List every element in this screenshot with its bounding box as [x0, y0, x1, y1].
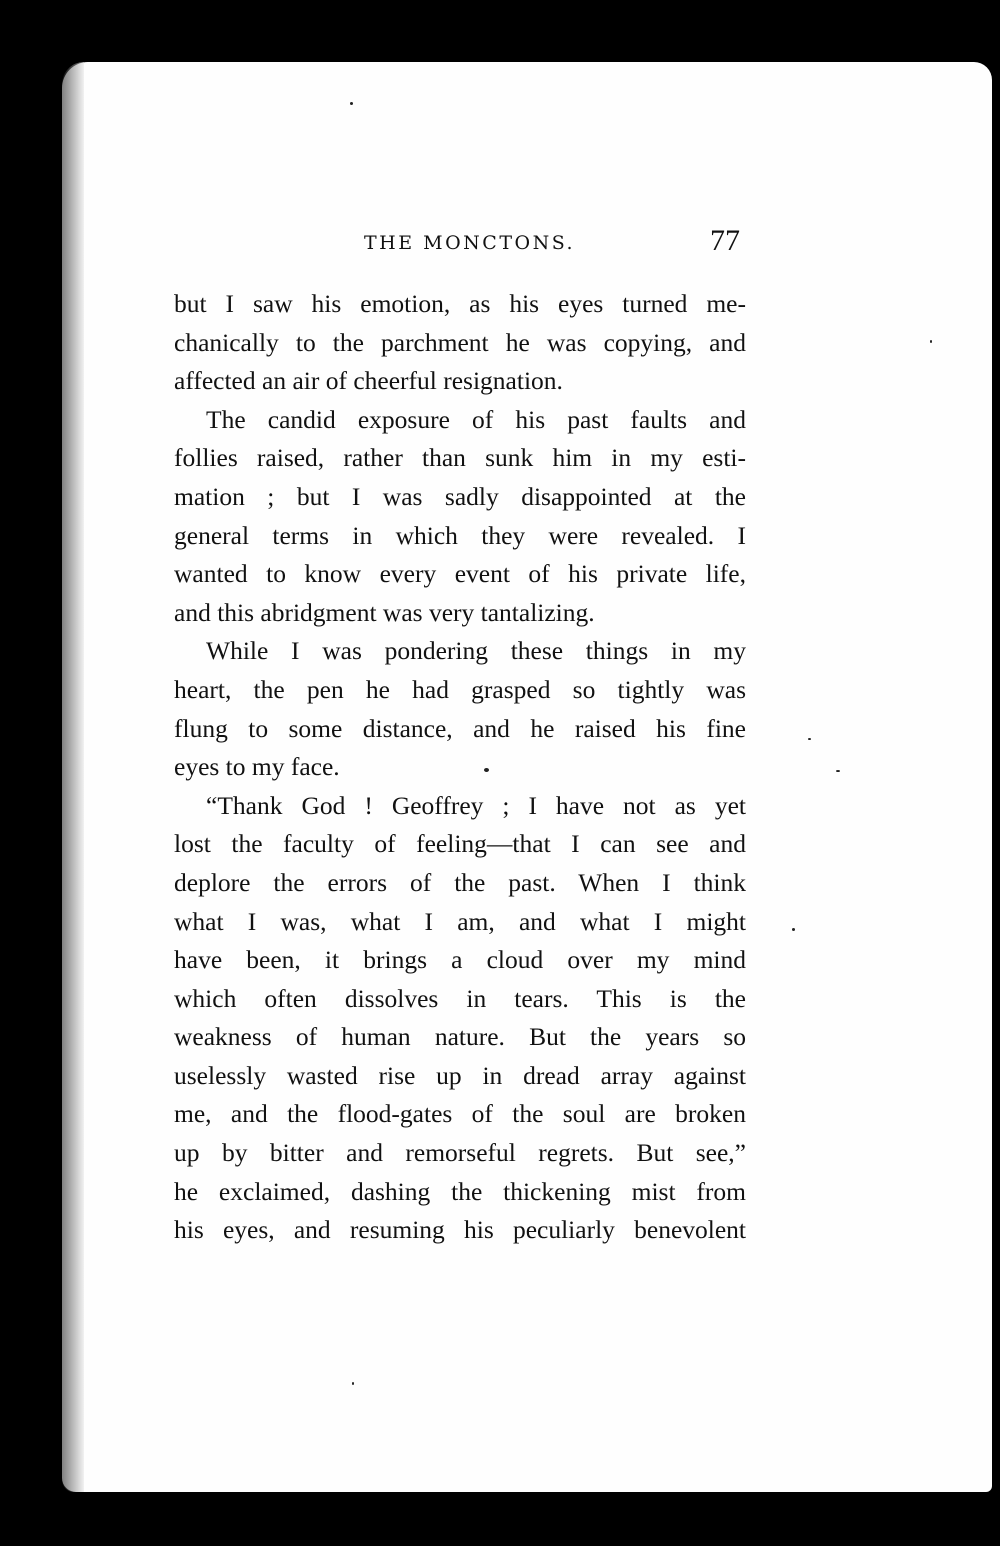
- running-title: THE MONCTONS.: [364, 232, 576, 254]
- running-head: [170, 224, 750, 268]
- page-number: 77: [710, 224, 740, 257]
- text-line: his eyes, and resuming his peculiarly benevolent: [174, 1215, 746, 1245]
- text-line: uselessly wasted rise up in dread array against: [174, 1060, 746, 1090]
- text-line: and this abridgment was very tantalizing.: [174, 597, 595, 627]
- dust-speck: [484, 768, 489, 772]
- text-line: “Thank God ! Geoffrey ; I have not as yet: [206, 790, 746, 820]
- text-line: me, and the flood-gates of the soul are broken: [174, 1099, 746, 1129]
- gutter-shadow: [62, 62, 84, 1492]
- text-line: flung to some distance, and he raised his fine: [174, 713, 746, 743]
- text-line: but I saw his emotion, as his eyes turned me-: [174, 289, 746, 318]
- dust-speck: [352, 1382, 354, 1385]
- dust-speck: [930, 340, 932, 343]
- body-text: [174, 285, 746, 1250]
- text-line: The candid exposure of his past faults and: [206, 404, 746, 434]
- text-line: he exclaimed, dashing the thickening mist from: [174, 1176, 746, 1206]
- text-line: what I was, what I am, and what I might: [174, 906, 746, 936]
- text-line: up by bitter and remorseful regrets. But see,”: [174, 1138, 746, 1168]
- text-line: mation ; but I was sadly disappointed at the: [174, 481, 746, 511]
- text-line: have been, it brings a cloud over my mind: [174, 945, 746, 975]
- text-line: deplore the errors of the past. When I think: [174, 867, 746, 897]
- text-line: While I was pondering these things in my: [206, 636, 746, 666]
- text-line: which often dissolves in tears. This is the: [174, 983, 746, 1013]
- text-line: wanted to know every event of his private life,: [174, 559, 746, 589]
- dust-speck: [792, 928, 795, 931]
- text-line: heart, the pen he had grasped so tightly was: [174, 674, 746, 704]
- dust-speck: [836, 770, 840, 772]
- text-line: lost the faculty of feeling—that I can see and: [174, 829, 746, 859]
- text-line: affected an air of cheerful resignation.: [174, 366, 563, 396]
- text-line: weakness of human nature. But the years so: [174, 1022, 746, 1052]
- text-line: chanically to the parchment he was copying, and: [174, 327, 746, 357]
- dust-speck: [350, 102, 353, 105]
- text-line: follies raised, rather than sunk him in my esti-: [174, 443, 746, 473]
- text-line: general terms in which they were revealed. I: [174, 520, 746, 550]
- dust-speck: [808, 738, 811, 740]
- text-line: eyes to my face.: [174, 752, 340, 782]
